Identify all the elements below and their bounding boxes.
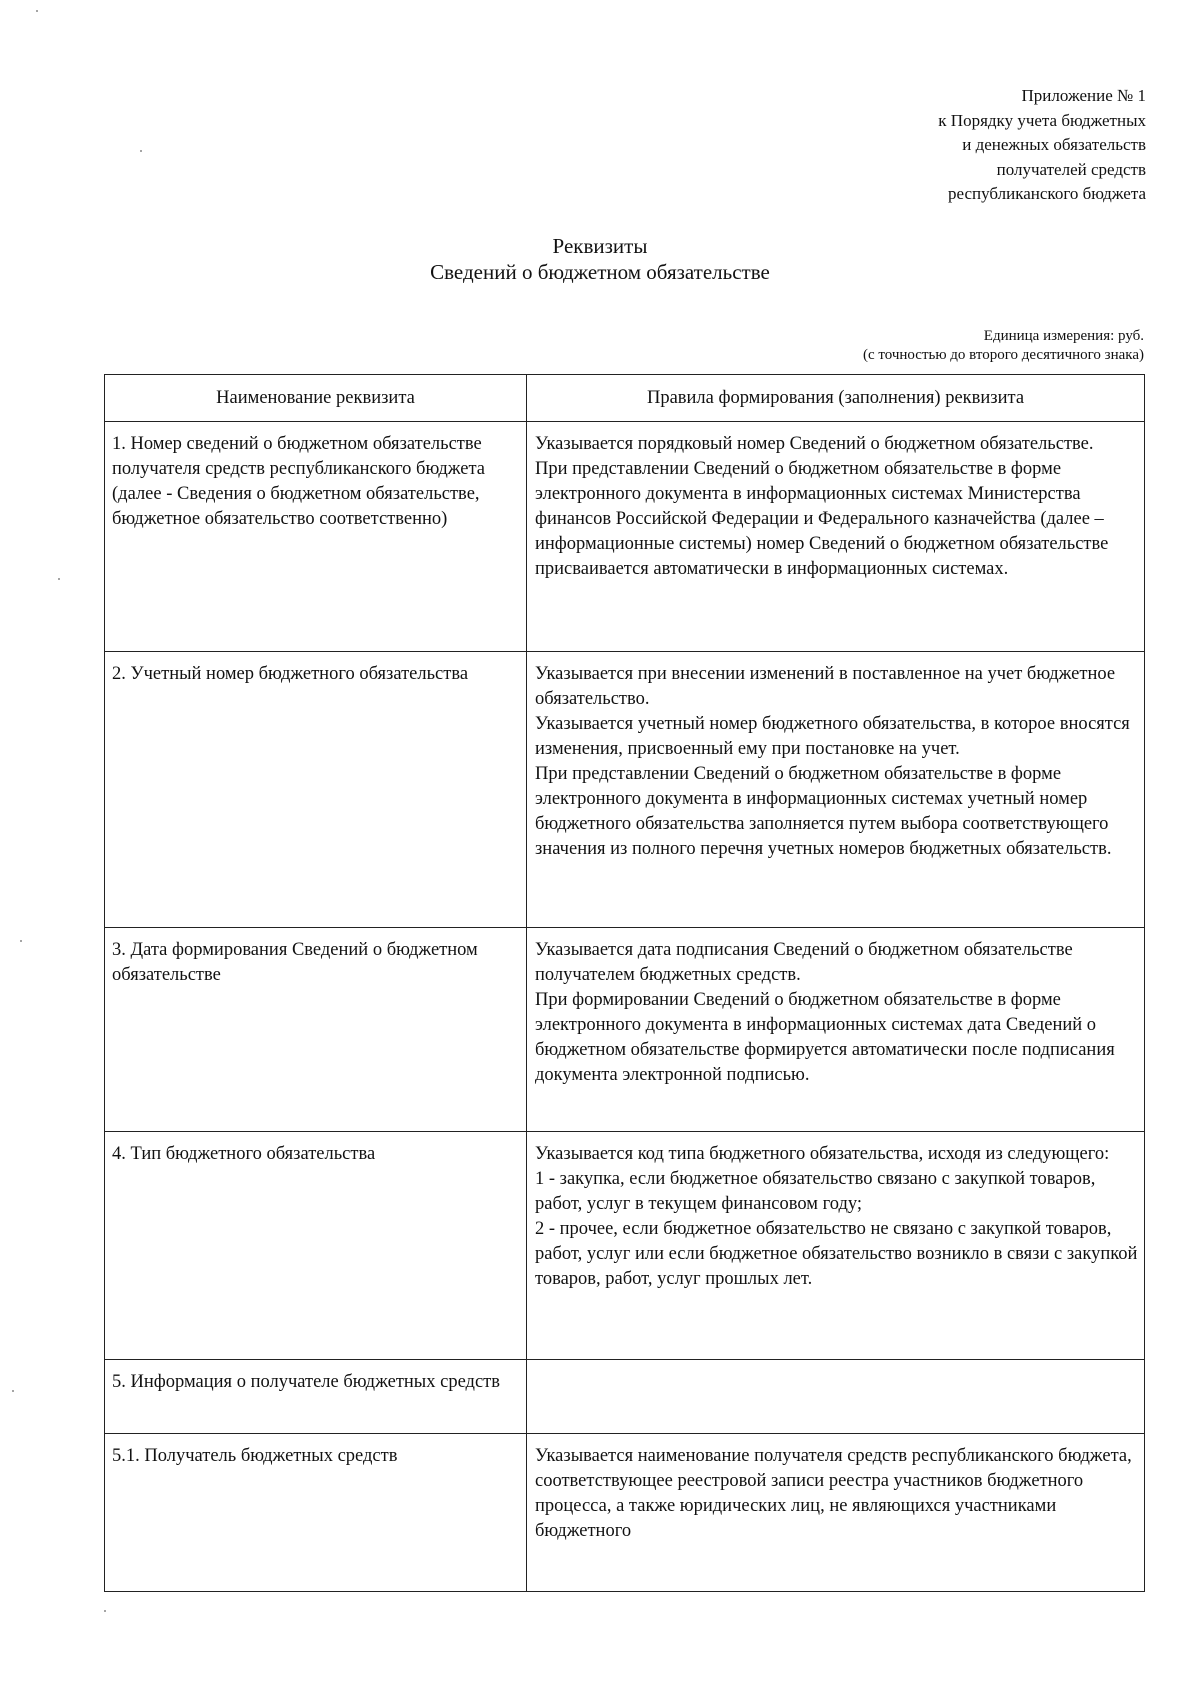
- table-row: [105, 652, 1145, 928]
- title-line-2: Сведений о бюджетном обязательстве: [430, 260, 770, 284]
- table-row: [105, 422, 1145, 652]
- table-header-row: [105, 375, 1145, 422]
- table-row: [105, 928, 1145, 1132]
- rule-paragraph: Указывается порядковый номер Сведений о бюджетном обязательстве.: [535, 434, 1094, 454]
- appendix-line: и денежных обязательств: [962, 135, 1146, 154]
- requisites-table: [104, 374, 1145, 1592]
- scan-speck: [12, 1390, 14, 1392]
- scan-speck: [20, 940, 22, 942]
- rule-paragraph: Указывается при внесении изменений в поставленное на учет бюджетное обязательство.: [535, 664, 1116, 709]
- appendix-line: республиканского бюджета: [948, 184, 1146, 203]
- rule-paragraph: Указывается дата подписания Сведений о бюджетном обязательстве получателем бюджетных средств.: [535, 940, 1073, 985]
- title-line-1: Реквизиты: [552, 234, 648, 258]
- rule-paragraph: При представлении Сведений о бюджетном обязательстве в форме электронного документа в информационных системах учетный номер бюджетного обязательства заполняется путем выбора соответствующего значения из полного перечня учетных номеров бюджетных обязательств.: [535, 764, 1112, 859]
- rule-paragraph: При представлении Сведений о бюджетном обязательстве в форме электронного документа в информационных системах Министерства финансов Российской Федерации и Федерального казначейства (далее – информационные системы) номер Сведений о бюджетном обязательстве присваивается автоматически в информационных системах.: [535, 459, 1109, 579]
- requisite-rules: [527, 1132, 1145, 1360]
- requisite-rules-empty: [527, 1360, 1145, 1434]
- requisite-name: 5. Информация о получателе бюджетных средств: [105, 1360, 527, 1434]
- rule-paragraph: Указывается код типа бюджетного обязательства, исходя из следующего:: [535, 1144, 1110, 1164]
- table-row: [105, 1132, 1145, 1360]
- units-note: [863, 327, 1144, 365]
- document-title: [0, 233, 1200, 285]
- rule-paragraph: Указывается наименование получателя средств республиканского бюджета, соответствующее реестровой записи реестра участников бюджетного процесса, а также юридических лиц, не являющихся участниками бюджетного: [535, 1446, 1132, 1541]
- requisite-rules: [527, 928, 1145, 1132]
- appendix-line: к Порядку учета бюджетных: [938, 110, 1146, 130]
- units-line-1: Единица измерения: руб.: [983, 328, 1144, 344]
- scan-speck: [140, 150, 142, 152]
- requisite-name: 5.1. Получатель бюджетных средств: [105, 1434, 527, 1592]
- requisite-name: 3. Дата формирования Сведений о бюджетном обязательстве: [105, 928, 527, 1132]
- table-row: [105, 1434, 1145, 1592]
- requisite-name: 1. Номер сведений о бюджетном обязательстве получателя средств республиканского бюджета (далее - Сведения о бюджетном обязательстве, бюджетное обязательство соответственно): [105, 422, 527, 652]
- appendix-line: Приложение № 1: [1021, 86, 1146, 105]
- requisite-name: 4. Тип бюджетного обязательства: [105, 1132, 527, 1360]
- header-requisite-name: Наименование реквизита: [105, 375, 527, 422]
- appendix-header: [938, 84, 1146, 207]
- table-row: [105, 1360, 1145, 1434]
- requisite-name: 2. Учетный номер бюджетного обязательства: [105, 652, 527, 928]
- requisite-rules: [527, 1434, 1145, 1592]
- rule-paragraph: 2 - прочее, если бюджетное обязательство не связано с закупкой товаров, работ, услуг или если бюджетное обязательство возникло в связи с закупкой товаров, работ, услуг прошлых лет.: [535, 1219, 1138, 1289]
- requisite-rules: [527, 652, 1145, 928]
- requisite-rules: [527, 422, 1145, 652]
- rule-paragraph: 1 - закупка, если бюджетное обязательство связано с закупкой товаров, работ, услуг в текущем финансовом году;: [535, 1169, 1096, 1214]
- scan-speck: [58, 578, 60, 580]
- header-filling-rules: Правила формирования (заполнения) реквизита: [527, 375, 1145, 422]
- scan-speck: [36, 10, 38, 12]
- rule-paragraph: Указывается учетный номер бюджетного обязательства, в которое вносятся изменения, присвоенный ему при постановке на учет.: [535, 714, 1130, 759]
- units-line-2: (с точностью до второго десятичного знака): [862, 347, 1144, 363]
- appendix-line: получателей средств: [996, 159, 1146, 179]
- rule-paragraph: При формировании Сведений о бюджетном обязательстве в форме электронного документа в информационных системах дата Сведений о бюджетном обязательстве формируется автоматически после подписания документа электронной подписью.: [535, 990, 1115, 1085]
- scan-speck: [104, 1610, 106, 1612]
